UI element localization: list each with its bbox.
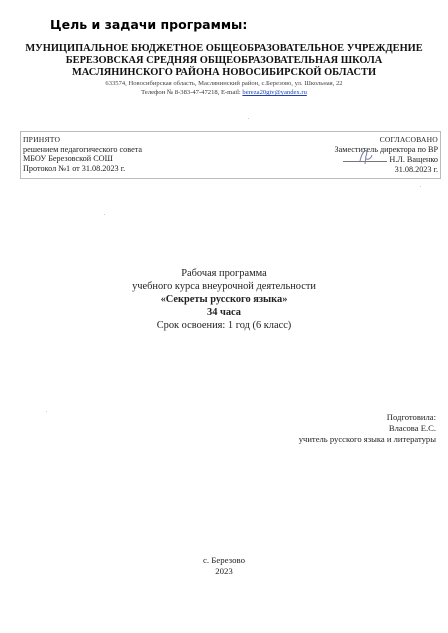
adopted-school: МБОУ Березовской СОШ [23, 154, 113, 164]
footer-year: 2023 [215, 566, 233, 576]
school-address: 633574, Новосибирская область, Маслянинский район, с.Березово, ул. Школьная, 22 [105, 80, 343, 88]
agreed-date: 31.08.2023 г. [394, 164, 438, 174]
program-course-type: учебного курса внеурочной деятельности [132, 281, 316, 292]
adopted-status: ПРИНЯТО [23, 135, 61, 144]
signature-underline [343, 154, 387, 162]
program-title: «Секреты русского языка» [160, 294, 288, 305]
school-contacts [0, 88, 448, 97]
scan-speck [420, 186, 421, 187]
prepared-by-block [299, 412, 436, 446]
prepared-name: Власова Е.С. [388, 423, 436, 434]
program-title-block [0, 267, 448, 332]
school-email-link[interactable]: bereza20gtv@yandex.ru [242, 89, 307, 97]
program-type: Рабочая программа [181, 268, 267, 279]
adopted-protocol: Протокол №1 от 31.08.2023 г. [23, 163, 126, 173]
agreed-signature-line [335, 154, 438, 165]
approval-block [20, 131, 441, 179]
school-name-line-2: БЕРЕЗОВСКАЯ СРЕДНЯЯ ОБЩЕОБРАЗОВАТЕЛЬНАЯ ШКОЛА [65, 54, 383, 66]
program-hours: 34 часа [207, 307, 241, 318]
adopted-council: решением педагогического совета [23, 144, 143, 154]
scan-speck [46, 411, 47, 412]
school-name-line-1: МУНИЦИПАЛЬНОЕ БЮДЖЕТНОЕ ОБЩЕОБРАЗОВАТЕЛЬНОЕ УЧРЕЖДЕНИЕ [25, 43, 423, 54]
signature-mark [357, 146, 375, 166]
agreed-position: Заместитель директора по ВР [334, 144, 438, 154]
scan-speck [248, 118, 249, 119]
agreed-signer: Н.Л. Ващенко [389, 155, 438, 165]
school-name-line-3: МАСЛЯНИНСКОГО РАЙОНА НОВОСИБИРСКОЙ ОБЛАСТИ [71, 66, 377, 78]
school-phone: Телефон № 8-383-47-47218, E-mail: [141, 89, 243, 97]
scan-speck [104, 214, 105, 215]
adopted-section [23, 135, 142, 173]
agreed-section [335, 135, 438, 174]
agreed-status: СОГЛАСОВАНО [379, 135, 438, 144]
program-duration: Срок освоения: 1 год (6 класс) [156, 320, 292, 331]
page-heading: Цель и задачи программы: [50, 17, 248, 32]
document-footer [0, 555, 448, 577]
prepared-label: Подготовила: [386, 412, 436, 422]
school-header [0, 43, 448, 97]
prepared-position: учитель русского языка и литературы [298, 434, 436, 445]
footer-place: с. Березово [203, 555, 245, 565]
